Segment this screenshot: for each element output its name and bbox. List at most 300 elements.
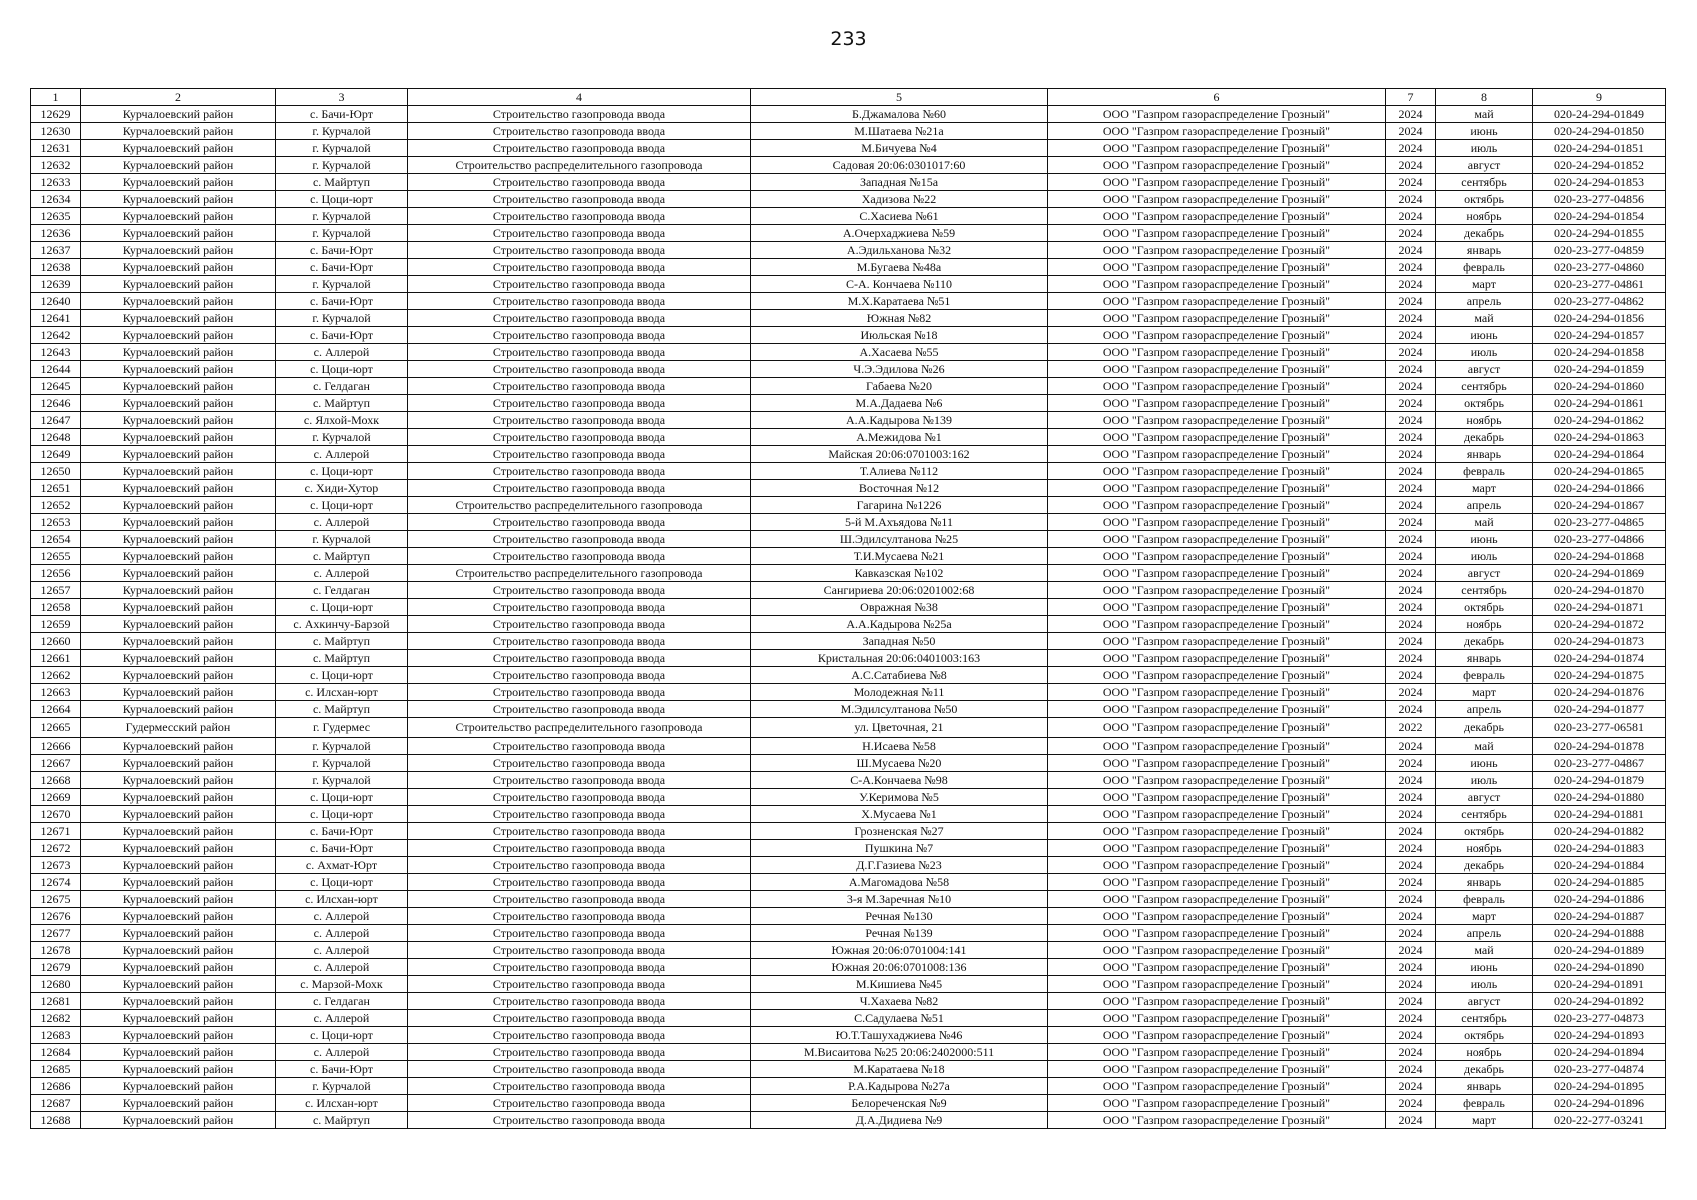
settlement-cell: с. Аллерой xyxy=(276,1044,408,1061)
row-number-cell: 12685 xyxy=(31,1061,81,1078)
address-cell: С-А. Кончаева №110 xyxy=(751,276,1048,293)
table-row xyxy=(31,242,1666,259)
work-type-cell: Строительство газопровода ввода xyxy=(408,789,751,806)
settlement-cell: с. Цоци-юрт xyxy=(276,874,408,891)
district-cell: Курчалоевский район xyxy=(81,874,276,891)
work-type-cell: Строительство газопровода ввода xyxy=(408,446,751,463)
district-cell: Курчалоевский район xyxy=(81,789,276,806)
work-type-cell: Строительство газопровода ввода xyxy=(408,993,751,1010)
row-number-cell: 12671 xyxy=(31,823,81,840)
month-cell: сентябрь xyxy=(1436,806,1533,823)
table-row xyxy=(31,1078,1666,1095)
district-cell: Курчалоевский район xyxy=(81,1010,276,1027)
district-cell: Курчалоевский район xyxy=(81,412,276,429)
organization-cell: ООО "Газпром газораспределение Грозный" xyxy=(1048,395,1386,412)
registry-number-cell: 020-23-277-04862 xyxy=(1533,293,1666,310)
address-cell: Б.Джамалова №60 xyxy=(751,106,1048,123)
year-cell: 2024 xyxy=(1386,531,1436,548)
registry-number-cell: 020-24-294-01865 xyxy=(1533,463,1666,480)
settlement-cell: с. Цоци-юрт xyxy=(276,497,408,514)
month-cell: июль xyxy=(1436,772,1533,789)
address-cell: А.С.Сатабиева №8 xyxy=(751,667,1048,684)
settlement-cell: с. Бачи-Юрт xyxy=(276,293,408,310)
work-type-cell: Строительство распределительного газопровода xyxy=(408,718,751,738)
table-row xyxy=(31,514,1666,531)
district-cell: Курчалоевский район xyxy=(81,293,276,310)
month-cell: ноябрь xyxy=(1436,840,1533,857)
organization-cell: ООО "Газпром газораспределение Грозный" xyxy=(1048,514,1386,531)
month-cell: октябрь xyxy=(1436,823,1533,840)
organization-cell: ООО "Газпром газораспределение Грозный" xyxy=(1048,650,1386,667)
district-cell: Курчалоевский район xyxy=(81,925,276,942)
row-number-cell: 12669 xyxy=(31,789,81,806)
table-row xyxy=(31,684,1666,701)
organization-cell: ООО "Газпром газораспределение Грозный" xyxy=(1048,908,1386,925)
register-table xyxy=(30,88,1666,1129)
month-cell: декабрь xyxy=(1436,718,1533,738)
work-type-cell: Строительство газопровода ввода xyxy=(408,684,751,701)
settlement-cell: с. Цоци-юрт xyxy=(276,806,408,823)
year-cell: 2024 xyxy=(1386,497,1436,514)
month-cell: март xyxy=(1436,276,1533,293)
year-cell: 2024 xyxy=(1386,514,1436,531)
work-type-cell: Строительство газопровода ввода xyxy=(408,140,751,157)
settlement-cell: с. Аллерой xyxy=(276,1010,408,1027)
district-cell: Курчалоевский район xyxy=(81,446,276,463)
table-row xyxy=(31,548,1666,565)
district-cell: Курчалоевский район xyxy=(81,1044,276,1061)
district-cell: Курчалоевский район xyxy=(81,582,276,599)
settlement-cell: с. Цоци-юрт xyxy=(276,599,408,616)
year-cell: 2024 xyxy=(1386,582,1436,599)
table-row xyxy=(31,840,1666,857)
work-type-cell: Строительство газопровода ввода xyxy=(408,582,751,599)
table-row xyxy=(31,891,1666,908)
table-row xyxy=(31,429,1666,446)
address-cell: М.Каратаева №18 xyxy=(751,1061,1048,1078)
organization-cell: ООО "Газпром газораспределение Грозный" xyxy=(1048,633,1386,650)
table-row xyxy=(31,157,1666,174)
organization-cell: ООО "Газпром газораспределение Грозный" xyxy=(1048,684,1386,701)
district-cell: Курчалоевский район xyxy=(81,823,276,840)
address-cell: Хадизова №22 xyxy=(751,191,1048,208)
column-header: 9 xyxy=(1533,89,1666,106)
settlement-cell: с. Цоци-юрт xyxy=(276,789,408,806)
year-cell: 2024 xyxy=(1386,123,1436,140)
work-type-cell: Строительство газопровода ввода xyxy=(408,891,751,908)
organization-cell: ООО "Газпром газораспределение Грозный" xyxy=(1048,1010,1386,1027)
work-type-cell: Строительство газопровода ввода xyxy=(408,908,751,925)
month-cell: февраль xyxy=(1436,1095,1533,1112)
settlement-cell: с. Хиди-Хутор xyxy=(276,480,408,497)
year-cell: 2024 xyxy=(1386,106,1436,123)
address-cell: Т.Алиева №112 xyxy=(751,463,1048,480)
organization-cell: ООО "Газпром газораспределение Грозный" xyxy=(1048,327,1386,344)
district-cell: Курчалоевский район xyxy=(81,140,276,157)
work-type-cell: Строительство газопровода ввода xyxy=(408,738,751,755)
settlement-cell: с. Аллерой xyxy=(276,959,408,976)
month-cell: сентябрь xyxy=(1436,1010,1533,1027)
table-row xyxy=(31,480,1666,497)
address-cell: М.Кишиева №45 xyxy=(751,976,1048,993)
row-number-cell: 12681 xyxy=(31,993,81,1010)
year-cell: 2024 xyxy=(1386,908,1436,925)
organization-cell: ООО "Газпром газораспределение Грозный" xyxy=(1048,976,1386,993)
settlement-cell: с. Бачи-Юрт xyxy=(276,823,408,840)
table-row xyxy=(31,446,1666,463)
table-row xyxy=(31,531,1666,548)
month-cell: октябрь xyxy=(1436,191,1533,208)
year-cell: 2024 xyxy=(1386,755,1436,772)
year-cell: 2024 xyxy=(1386,840,1436,857)
organization-cell: ООО "Газпром газораспределение Грозный" xyxy=(1048,174,1386,191)
year-cell: 2024 xyxy=(1386,293,1436,310)
year-cell: 2024 xyxy=(1386,1061,1436,1078)
registry-number-cell: 020-24-294-01880 xyxy=(1533,789,1666,806)
district-cell: Курчалоевский район xyxy=(81,463,276,480)
year-cell: 2024 xyxy=(1386,942,1436,959)
address-cell: Габаева №20 xyxy=(751,378,1048,395)
row-number-cell: 12631 xyxy=(31,140,81,157)
month-cell: май xyxy=(1436,106,1533,123)
row-number-cell: 12641 xyxy=(31,310,81,327)
registry-number-cell: 020-24-294-01859 xyxy=(1533,361,1666,378)
table-row xyxy=(31,667,1666,684)
work-type-cell: Строительство газопровода ввода xyxy=(408,1061,751,1078)
registry-number-cell: 020-23-277-04865 xyxy=(1533,514,1666,531)
year-cell: 2024 xyxy=(1386,327,1436,344)
month-cell: декабрь xyxy=(1436,225,1533,242)
year-cell: 2024 xyxy=(1386,633,1436,650)
district-cell: Курчалоевский район xyxy=(81,755,276,772)
table-row xyxy=(31,959,1666,976)
settlement-cell: г. Гудермес xyxy=(276,718,408,738)
organization-cell: ООО "Газпром газораспределение Грозный" xyxy=(1048,225,1386,242)
address-cell: Речная №130 xyxy=(751,908,1048,925)
table-row xyxy=(31,701,1666,718)
year-cell: 2024 xyxy=(1386,1027,1436,1044)
column-header: 6 xyxy=(1048,89,1386,106)
settlement-cell: с. Аллерой xyxy=(276,908,408,925)
organization-cell: ООО "Газпром газораспределение Грозный" xyxy=(1048,701,1386,718)
table-row xyxy=(31,106,1666,123)
organization-cell: ООО "Газпром газораспределение Грозный" xyxy=(1048,1095,1386,1112)
year-cell: 2024 xyxy=(1386,1010,1436,1027)
year-cell: 2024 xyxy=(1386,1044,1436,1061)
address-cell: С.Хасиева №61 xyxy=(751,208,1048,225)
month-cell: февраль xyxy=(1436,259,1533,276)
row-number-cell: 12667 xyxy=(31,755,81,772)
month-cell: август xyxy=(1436,565,1533,582)
row-number-cell: 12650 xyxy=(31,463,81,480)
year-cell: 2024 xyxy=(1386,1078,1436,1095)
address-cell: Кристальная 20:06:0401003:163 xyxy=(751,650,1048,667)
table-row xyxy=(31,344,1666,361)
district-cell: Курчалоевский район xyxy=(81,259,276,276)
year-cell: 2024 xyxy=(1386,701,1436,718)
work-type-cell: Строительство газопровода ввода xyxy=(408,361,751,378)
district-cell: Курчалоевский район xyxy=(81,378,276,395)
settlement-cell: с. Аллерой xyxy=(276,565,408,582)
work-type-cell: Строительство газопровода ввода xyxy=(408,412,751,429)
address-cell: Южная 20:06:0701008:136 xyxy=(751,959,1048,976)
month-cell: июнь xyxy=(1436,327,1533,344)
work-type-cell: Строительство распределительного газопровода xyxy=(408,157,751,174)
registry-number-cell: 020-22-277-03241 xyxy=(1533,1112,1666,1129)
organization-cell: ООО "Газпром газораспределение Грозный" xyxy=(1048,806,1386,823)
table-row xyxy=(31,942,1666,959)
registry-number-cell: 020-24-294-01868 xyxy=(1533,548,1666,565)
district-cell: Курчалоевский район xyxy=(81,738,276,755)
address-cell: Р.А.Кадырова №27а xyxy=(751,1078,1048,1095)
registry-number-cell: 020-23-277-04859 xyxy=(1533,242,1666,259)
month-cell: декабрь xyxy=(1436,1061,1533,1078)
year-cell: 2024 xyxy=(1386,823,1436,840)
settlement-cell: г. Курчалой xyxy=(276,772,408,789)
registry-number-cell: 020-24-294-01857 xyxy=(1533,327,1666,344)
address-cell: Речная №139 xyxy=(751,925,1048,942)
district-cell: Курчалоевский район xyxy=(81,531,276,548)
organization-cell: ООО "Газпром газораспределение Грозный" xyxy=(1048,429,1386,446)
address-cell: А.Межидова №1 xyxy=(751,429,1048,446)
registry-number-cell: 020-24-294-01890 xyxy=(1533,959,1666,976)
month-cell: май xyxy=(1436,942,1533,959)
table-row xyxy=(31,259,1666,276)
registry-number-cell: 020-24-294-01895 xyxy=(1533,1078,1666,1095)
settlement-cell: с. Майртуп xyxy=(276,395,408,412)
month-cell: июнь xyxy=(1436,123,1533,140)
row-number-cell: 12682 xyxy=(31,1010,81,1027)
registry-number-cell: 020-24-294-01854 xyxy=(1533,208,1666,225)
work-type-cell: Строительство газопровода ввода xyxy=(408,1095,751,1112)
row-number-cell: 12680 xyxy=(31,976,81,993)
address-cell: У.Керимова №5 xyxy=(751,789,1048,806)
register-body xyxy=(31,106,1666,1129)
organization-cell: ООО "Газпром газораспределение Грозный" xyxy=(1048,718,1386,738)
registry-number-cell: 020-24-294-01878 xyxy=(1533,738,1666,755)
district-cell: Курчалоевский район xyxy=(81,174,276,191)
table-row xyxy=(31,327,1666,344)
address-cell: М.Висаитова №25 20:06:2402000:511 xyxy=(751,1044,1048,1061)
district-cell: Курчалоевский район xyxy=(81,565,276,582)
table-row xyxy=(31,582,1666,599)
table-row xyxy=(31,276,1666,293)
registry-number-cell: 020-24-294-01893 xyxy=(1533,1027,1666,1044)
organization-cell: ООО "Газпром газораспределение Грозный" xyxy=(1048,925,1386,942)
registry-number-cell: 020-24-294-01883 xyxy=(1533,840,1666,857)
month-cell: январь xyxy=(1436,1078,1533,1095)
month-cell: ноябрь xyxy=(1436,616,1533,633)
work-type-cell: Строительство газопровода ввода xyxy=(408,293,751,310)
settlement-cell: г. Курчалой xyxy=(276,157,408,174)
address-cell: А.Очерхаджиева №59 xyxy=(751,225,1048,242)
year-cell: 2022 xyxy=(1386,718,1436,738)
month-cell: март xyxy=(1436,1112,1533,1129)
registry-number-cell: 020-24-294-01888 xyxy=(1533,925,1666,942)
work-type-cell: Строительство газопровода ввода xyxy=(408,599,751,616)
year-cell: 2024 xyxy=(1386,344,1436,361)
month-cell: апрель xyxy=(1436,925,1533,942)
settlement-cell: с. Бачи-Юрт xyxy=(276,840,408,857)
row-number-cell: 12683 xyxy=(31,1027,81,1044)
settlement-cell: с. Цоци-юрт xyxy=(276,463,408,480)
year-cell: 2024 xyxy=(1386,959,1436,976)
table-row xyxy=(31,1044,1666,1061)
registry-number-cell: 020-24-294-01884 xyxy=(1533,857,1666,874)
address-cell: Д.А.Дидиева №9 xyxy=(751,1112,1048,1129)
organization-cell: ООО "Газпром газораспределение Грозный" xyxy=(1048,1061,1386,1078)
settlement-cell: с. Илсхан-юрт xyxy=(276,1095,408,1112)
work-type-cell: Строительство газопровода ввода xyxy=(408,772,751,789)
row-number-cell: 12647 xyxy=(31,412,81,429)
column-header: 5 xyxy=(751,89,1048,106)
year-cell: 2024 xyxy=(1386,738,1436,755)
header-row xyxy=(31,89,1666,106)
row-number-cell: 12676 xyxy=(31,908,81,925)
table-row xyxy=(31,908,1666,925)
month-cell: май xyxy=(1436,738,1533,755)
district-cell: Курчалоевский район xyxy=(81,1095,276,1112)
work-type-cell: Строительство газопровода ввода xyxy=(408,310,751,327)
settlement-cell: с. Аллерой xyxy=(276,446,408,463)
organization-cell: ООО "Газпром газораспределение Грозный" xyxy=(1048,497,1386,514)
row-number-cell: 12632 xyxy=(31,157,81,174)
settlement-cell: с. Ялхой-Мохк xyxy=(276,412,408,429)
work-type-cell: Строительство газопровода ввода xyxy=(408,429,751,446)
year-cell: 2024 xyxy=(1386,157,1436,174)
settlement-cell: с. Майртуп xyxy=(276,701,408,718)
registry-number-cell: 020-24-294-01886 xyxy=(1533,891,1666,908)
address-cell: Ч.Хахаева №82 xyxy=(751,993,1048,1010)
settlement-cell: г. Курчалой xyxy=(276,1078,408,1095)
organization-cell: ООО "Газпром газораспределение Грозный" xyxy=(1048,840,1386,857)
table-row xyxy=(31,191,1666,208)
work-type-cell: Строительство газопровода ввода xyxy=(408,531,751,548)
district-cell: Курчалоевский район xyxy=(81,976,276,993)
settlement-cell: с. Гелдаган xyxy=(276,378,408,395)
settlement-cell: с. Ахмат-Юрт xyxy=(276,857,408,874)
district-cell: Курчалоевский район xyxy=(81,361,276,378)
district-cell: Курчалоевский район xyxy=(81,497,276,514)
registry-number-cell: 020-23-277-04873 xyxy=(1533,1010,1666,1027)
year-cell: 2024 xyxy=(1386,378,1436,395)
registry-number-cell: 020-23-277-04861 xyxy=(1533,276,1666,293)
settlement-cell: с. Илсхан-юрт xyxy=(276,891,408,908)
district-cell: Курчалоевский район xyxy=(81,891,276,908)
row-number-cell: 12643 xyxy=(31,344,81,361)
year-cell: 2024 xyxy=(1386,310,1436,327)
row-number-cell: 12657 xyxy=(31,582,81,599)
month-cell: ноябрь xyxy=(1436,208,1533,225)
row-number-cell: 12672 xyxy=(31,840,81,857)
district-cell: Курчалоевский район xyxy=(81,548,276,565)
work-type-cell: Строительство газопровода ввода xyxy=(408,806,751,823)
work-type-cell: Строительство газопровода ввода xyxy=(408,395,751,412)
row-number-cell: 12688 xyxy=(31,1112,81,1129)
row-number-cell: 12655 xyxy=(31,548,81,565)
row-number-cell: 12666 xyxy=(31,738,81,755)
year-cell: 2024 xyxy=(1386,259,1436,276)
year-cell: 2024 xyxy=(1386,874,1436,891)
district-cell: Курчалоевский район xyxy=(81,1061,276,1078)
address-cell: Д.Г.Газиева №23 xyxy=(751,857,1048,874)
district-cell: Курчалоевский район xyxy=(81,942,276,959)
month-cell: сентябрь xyxy=(1436,174,1533,191)
row-number-cell: 12638 xyxy=(31,259,81,276)
table-row xyxy=(31,823,1666,840)
year-cell: 2024 xyxy=(1386,361,1436,378)
row-number-cell: 12634 xyxy=(31,191,81,208)
registry-number-cell: 020-24-294-01860 xyxy=(1533,378,1666,395)
address-cell: Т.И.Мусаева №21 xyxy=(751,548,1048,565)
year-cell: 2024 xyxy=(1386,412,1436,429)
organization-cell: ООО "Газпром газораспределение Грозный" xyxy=(1048,140,1386,157)
address-cell: Х.Мусаева №1 xyxy=(751,806,1048,823)
organization-cell: ООО "Газпром газораспределение Грозный" xyxy=(1048,344,1386,361)
row-number-cell: 12651 xyxy=(31,480,81,497)
work-type-cell: Строительство газопровода ввода xyxy=(408,174,751,191)
work-type-cell: Строительство газопровода ввода xyxy=(408,959,751,976)
work-type-cell: Строительство газопровода ввода xyxy=(408,701,751,718)
month-cell: февраль xyxy=(1436,667,1533,684)
organization-cell: ООО "Газпром газораспределение Грозный" xyxy=(1048,823,1386,840)
work-type-cell: Строительство газопровода ввода xyxy=(408,925,751,942)
settlement-cell: с. Марзой-Мохк xyxy=(276,976,408,993)
work-type-cell: Строительство газопровода ввода xyxy=(408,242,751,259)
year-cell: 2024 xyxy=(1386,772,1436,789)
work-type-cell: Строительство газопровода ввода xyxy=(408,755,751,772)
work-type-cell: Строительство газопровода ввода xyxy=(408,106,751,123)
settlement-cell: с. Бачи-Юрт xyxy=(276,259,408,276)
registry-number-cell: 020-24-294-01862 xyxy=(1533,412,1666,429)
address-cell: Ш.Эдилсултанова №25 xyxy=(751,531,1048,548)
district-cell: Курчалоевский район xyxy=(81,1078,276,1095)
month-cell: август xyxy=(1436,157,1533,174)
address-cell: А.А.Кадырова №25а xyxy=(751,616,1048,633)
year-cell: 2024 xyxy=(1386,1095,1436,1112)
row-number-cell: 12662 xyxy=(31,667,81,684)
month-cell: май xyxy=(1436,514,1533,531)
work-type-cell: Строительство газопровода ввода xyxy=(408,857,751,874)
year-cell: 2024 xyxy=(1386,395,1436,412)
registry-number-cell: 020-24-294-01882 xyxy=(1533,823,1666,840)
settlement-cell: с. Цоци-юрт xyxy=(276,191,408,208)
year-cell: 2024 xyxy=(1386,1112,1436,1129)
organization-cell: ООО "Газпром газораспределение Грозный" xyxy=(1048,616,1386,633)
row-number-cell: 12677 xyxy=(31,925,81,942)
row-number-cell: 12653 xyxy=(31,514,81,531)
month-cell: январь xyxy=(1436,446,1533,463)
row-number-cell: 12668 xyxy=(31,772,81,789)
column-header: 2 xyxy=(81,89,276,106)
year-cell: 2024 xyxy=(1386,650,1436,667)
table-row xyxy=(31,857,1666,874)
organization-cell: ООО "Газпром газораспределение Грозный" xyxy=(1048,480,1386,497)
district-cell: Курчалоевский район xyxy=(81,191,276,208)
row-number-cell: 12648 xyxy=(31,429,81,446)
organization-cell: ООО "Газпром газораспределение Грозный" xyxy=(1048,755,1386,772)
settlement-cell: г. Курчалой xyxy=(276,531,408,548)
settlement-cell: с. Майртуп xyxy=(276,548,408,565)
settlement-cell: с. Майртуп xyxy=(276,650,408,667)
organization-cell: ООО "Газпром газораспределение Грозный" xyxy=(1048,772,1386,789)
table-row xyxy=(31,806,1666,823)
year-cell: 2024 xyxy=(1386,789,1436,806)
row-number-cell: 12630 xyxy=(31,123,81,140)
district-cell: Курчалоевский район xyxy=(81,650,276,667)
organization-cell: ООО "Газпром газораспределение Грозный" xyxy=(1048,361,1386,378)
row-number-cell: 12629 xyxy=(31,106,81,123)
